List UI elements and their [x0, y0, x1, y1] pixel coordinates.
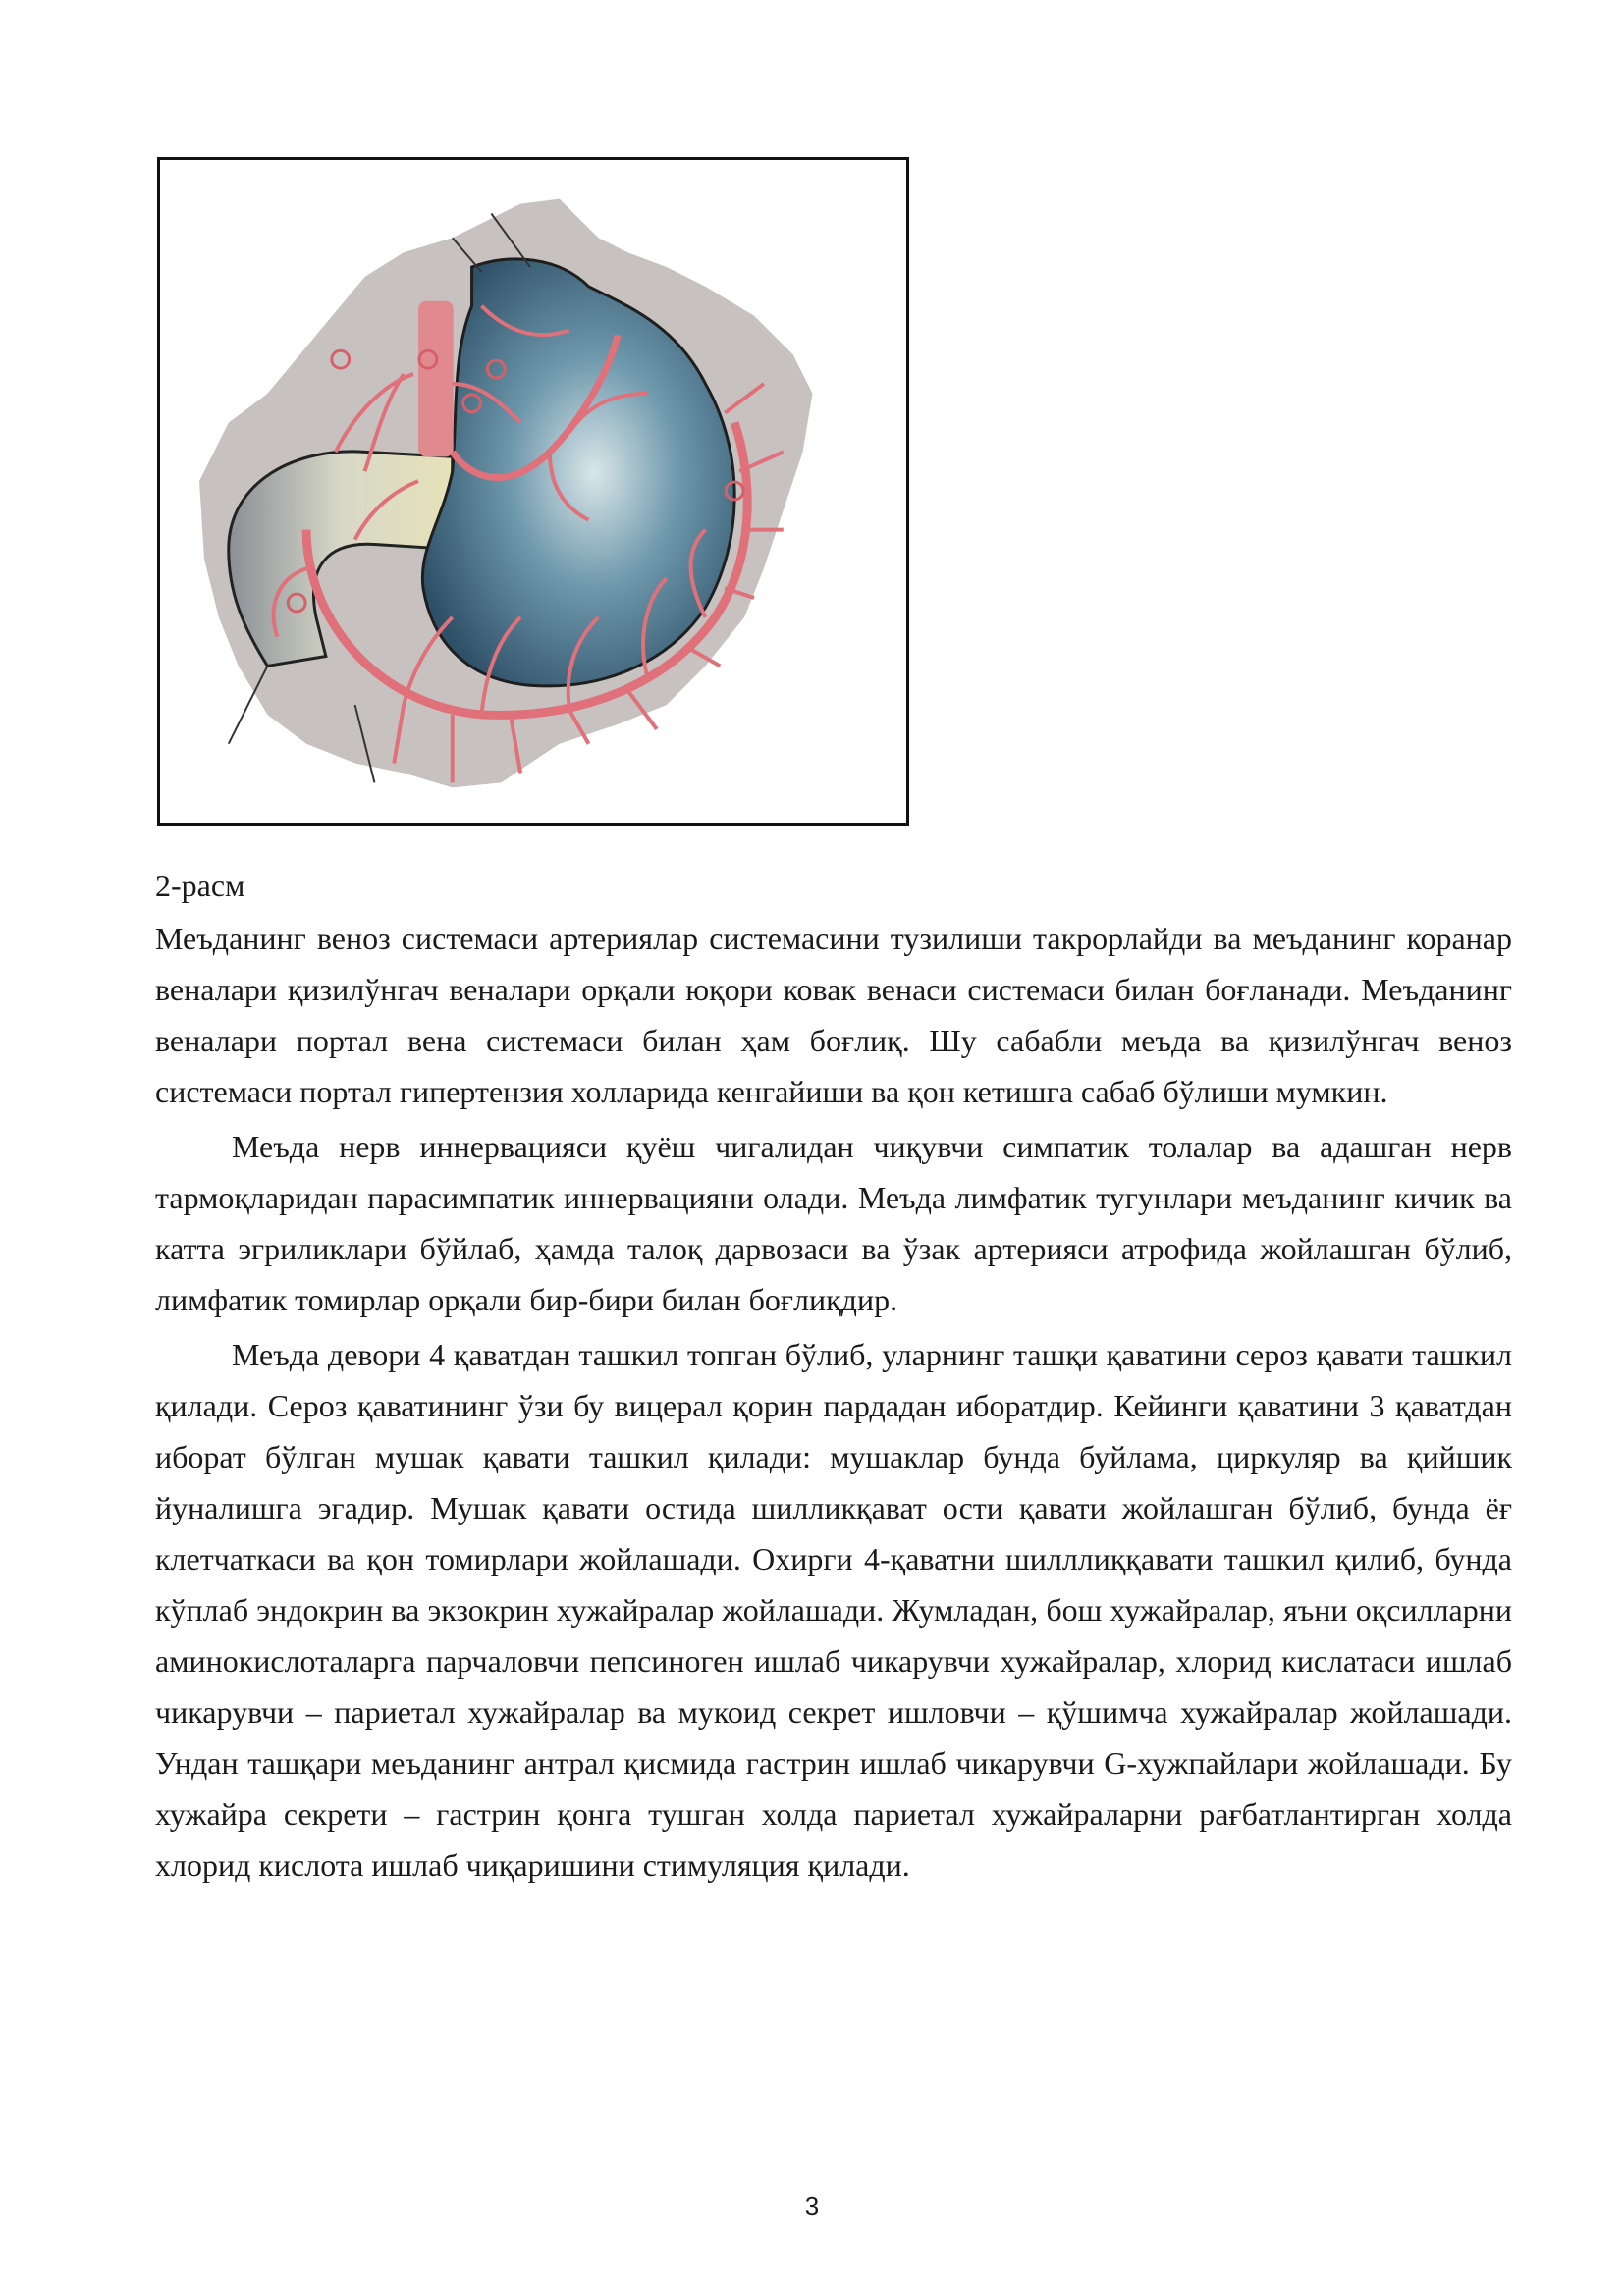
body-text: [155, 913, 1512, 1895]
page-number: 3: [804, 2191, 820, 2220]
paragraph-innervation: Меъда нерв иннервацияси қуёш чигалидан чиқувчи симпатик толалар ва адашган нерв тармоқларидан парасимпатик иннервацияни олади. Меъда лимфатик тугунлари меъданинг кичик ва катта эгриликлари бўйлаб, ҳамда талоқ дарвозаси ва ўзак артерияси атрофида жойлашган бўлиб, лимфатик томирлар орқали бир-бири билан боғлиқдир.: [155, 1129, 1512, 1317]
paragraph-wall-layers: Меъда девори 4 қаватдан ташкил топган бўлиб, уларнинг ташқи қаватини сероз қавати ташкил қилади. Сероз қаватининг ўзи бу вицерал қорин пардадан иборатдир. Кейинги қаватини 3 қаватдан иборат бўлган мушак қавати ташкил қилади: мушаклар бунда буйлама, циркуляр ва қийшик йуналишга эгадир. Мушак қавати остида шилликқават ости қавати жойлашган бўлиб, бунда ёғ клетчаткаси ва қон томирлари жойлашади. Охирги 4-қаватни шилллиққавати ташкил қилиб, бунда кўплаб эндокрин ва экзокрин хужайралар жойлашади. Жумладан, бош хужайралар, яъни оқсилларни аминокислоталарга парчаловчи пепсиноген ишлаб чикарувчи хужайралар, хлорид кислатаси ишлаб чикарувчи – париетал хужайралар ва мукоид секрет ишловчи – қўшимча хужайралар жойлашади. Ундан ташқари меъданинг антрал қисмида гастрин ишлаб чикарувчи G-хужпайлари жойлашади. Бу хужайра секрети – гастрин қонга тушган холда париетал хужайраларни рағбатлантирган холда хлорид кислота ишлаб чиқаришини стимуляция қилади.: [155, 1337, 1512, 1883]
stomach-vessels-figure: [157, 157, 909, 826]
figure-caption: 2-расм: [155, 868, 245, 903]
paragraph-veins: Меъданинг веноз системаси артериялар системасини тузилиши такрорлайди ва меъданинг коранар веналари қизилўнгач веналари орқали юқори ковак венаси системаси билан боғланади. Меъданинг веналари портал вена системаси билан ҳам боғлиқ. Шу сабабли меъда ва қизилўнгач веноз системаси портал гипертензия холларида кенгайиши ва қон кетишга сабаб бўлиши мумкин.: [155, 921, 1512, 1109]
esophagus-vessel: [418, 301, 454, 457]
stomach-illustration: [160, 160, 906, 823]
